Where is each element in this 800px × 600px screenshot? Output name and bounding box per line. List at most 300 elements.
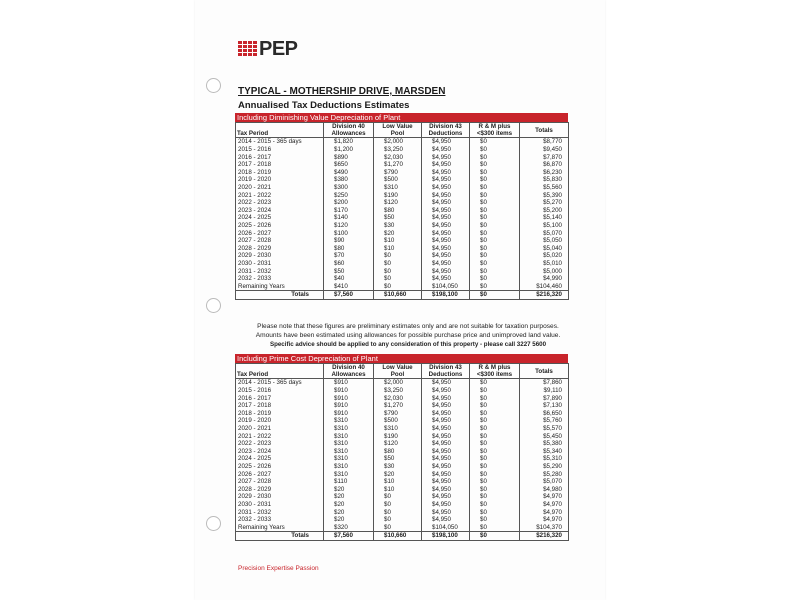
table-row: [236, 509, 569, 517]
table-cell: $0: [470, 455, 520, 463]
table-cell: $20: [324, 516, 374, 524]
table-row: [236, 493, 569, 501]
table-row: [236, 252, 569, 260]
table-cell: $120: [324, 222, 374, 230]
table-cell: $4,950: [422, 516, 470, 524]
table-cell: $0: [470, 440, 520, 448]
table-cell: $0: [470, 379, 520, 387]
table-row: [236, 417, 569, 425]
table-cell: $7,560: [324, 291, 374, 300]
table-cell: $30: [374, 222, 422, 230]
table-cell: $80: [324, 245, 374, 253]
table-row: [236, 486, 569, 494]
disclaimer-notes: [238, 322, 578, 349]
table-cell: $0: [374, 509, 422, 517]
table-cell: $10: [374, 478, 422, 486]
tax-period-cell: 2015 - 2016: [236, 387, 324, 395]
table-row: [236, 169, 569, 177]
tax-period-cell: 2019 - 2020: [236, 417, 324, 425]
table-cell: $4,950: [422, 402, 470, 410]
table-cell: $0: [470, 448, 520, 456]
table-cell: $9,110: [520, 387, 569, 395]
table-row: [236, 402, 569, 410]
table-cell: $70: [324, 252, 374, 260]
table-row: [236, 471, 569, 479]
table-cell: $80: [374, 207, 422, 215]
table-row: [236, 230, 569, 238]
table-cell: $310: [324, 463, 374, 471]
table-cell: $5,380: [520, 440, 569, 448]
table-cell: $5,070: [520, 230, 569, 238]
table-row: [236, 268, 569, 276]
tax-period-cell: 2021 - 2022: [236, 433, 324, 441]
tax-period-cell: 2017 - 2018: [236, 402, 324, 410]
table-cell: $20: [324, 501, 374, 509]
table-cell: $4,950: [422, 169, 470, 177]
table-cell: $20: [374, 230, 422, 238]
table-cell: $2,030: [374, 395, 422, 403]
table-cell: $3,250: [374, 387, 422, 395]
table-cell: $0: [374, 493, 422, 501]
totals-row: [236, 532, 569, 541]
table-cell: $4,970: [520, 501, 569, 509]
table-cell: $4,950: [422, 448, 470, 456]
table-cell: $4,950: [422, 425, 470, 433]
table-cell: $7,890: [520, 395, 569, 403]
tax-period-cell: 2026 - 2027: [236, 230, 324, 238]
table-cell: $0: [374, 524, 422, 532]
column-header: R & M plus <$300 items: [470, 123, 520, 138]
table-cell: $2,030: [374, 154, 422, 162]
note-line: Amounts have been estimated using allowances for possible purchase price and unimproved land value.: [255, 332, 561, 339]
table-row: [236, 199, 569, 207]
note-line: Please note that these figures are preliminary estimates only and are not suitable for taxation purposes.: [257, 323, 559, 330]
tax-period-cell: 2032 - 2033: [236, 516, 324, 524]
table-cell: $0: [470, 425, 520, 433]
punch-hole: [206, 516, 221, 531]
punch-hole: [206, 298, 221, 313]
table-cell: $4,950: [422, 146, 470, 154]
table-cell: $380: [324, 176, 374, 184]
table-cell: $310: [324, 471, 374, 479]
table-cell: $90: [324, 237, 374, 245]
table-cell: $0: [470, 199, 520, 207]
table-cell: $4,950: [422, 199, 470, 207]
table-row: [236, 138, 569, 146]
table-cell: $4,950: [422, 154, 470, 162]
table-cell: $5,270: [520, 199, 569, 207]
table-cell: $0: [470, 169, 520, 177]
table-cell: $490: [324, 169, 374, 177]
table-cell: $9,450: [520, 146, 569, 154]
table-cell: $0: [470, 154, 520, 162]
table-row: [236, 207, 569, 215]
table-row: [236, 516, 569, 524]
table-row: [236, 433, 569, 441]
table-cell: $170: [324, 207, 374, 215]
punch-hole: [206, 78, 221, 93]
table-cell: $4,950: [422, 379, 470, 387]
table-cell: $0: [470, 176, 520, 184]
table-cell: $0: [470, 532, 520, 541]
table-cell: $6,230: [520, 169, 569, 177]
table-cell: $5,450: [520, 433, 569, 441]
table-cell: $0: [374, 275, 422, 283]
tax-period-cell: 2022 - 2023: [236, 199, 324, 207]
table-cell: $4,950: [422, 161, 470, 169]
table-cell: $5,070: [520, 478, 569, 486]
table-cell: $10: [374, 237, 422, 245]
table-cell: $0: [470, 395, 520, 403]
table-row: [236, 192, 569, 200]
table-cell: $0: [470, 214, 520, 222]
table-cell: $5,310: [520, 455, 569, 463]
table-cell: $1,200: [324, 146, 374, 154]
table-row: [236, 275, 569, 283]
table-row: [236, 260, 569, 268]
table-cell: $910: [324, 379, 374, 387]
table-cell: $4,970: [520, 509, 569, 517]
tax-period-cell: 2025 - 2026: [236, 222, 324, 230]
tax-period-cell: 2022 - 2023: [236, 440, 324, 448]
table-cell: $500: [374, 176, 422, 184]
table-cell: $20: [324, 509, 374, 517]
table-cell: $0: [470, 410, 520, 418]
table-cell: $890: [324, 154, 374, 162]
table-cell: $20: [374, 471, 422, 479]
table-cell: $0: [470, 252, 520, 260]
table-cell: $910: [324, 402, 374, 410]
table-cell: $5,200: [520, 207, 569, 215]
table-cell: $4,970: [520, 516, 569, 524]
table-row: [236, 245, 569, 253]
tax-period-cell: 2020 - 2021: [236, 184, 324, 192]
table-cell: $4,950: [422, 387, 470, 395]
table-cell: $198,100: [422, 291, 470, 300]
table-cell: $4,950: [422, 275, 470, 283]
table-row: [236, 440, 569, 448]
table-cell: $0: [374, 501, 422, 509]
tax-period-cell: 2030 - 2031: [236, 260, 324, 268]
table-cell: $1,820: [324, 138, 374, 146]
table-cell: $20: [324, 493, 374, 501]
table-cell: $300: [324, 184, 374, 192]
table-cell: $7,870: [520, 154, 569, 162]
table-cell: $7,560: [324, 532, 374, 541]
table-cell: $4,950: [422, 222, 470, 230]
table-row: [236, 222, 569, 230]
table-cell: $0: [470, 275, 520, 283]
table-row: [236, 161, 569, 169]
table-cell: $4,950: [422, 268, 470, 276]
table-cell: $0: [470, 268, 520, 276]
table-cell: $4,950: [422, 192, 470, 200]
tax-period-cell: 2029 - 2030: [236, 493, 324, 501]
table-cell: $0: [470, 516, 520, 524]
table-cell: $10: [374, 245, 422, 253]
table-cell: $4,950: [422, 501, 470, 509]
table-cell: $0: [470, 207, 520, 215]
table-cell: $4,950: [422, 260, 470, 268]
tax-period-cell: 2020 - 2021: [236, 425, 324, 433]
prime-cost-table: [235, 354, 568, 541]
table-cell: $0: [374, 252, 422, 260]
totals-row: [236, 291, 569, 300]
table-row: [236, 214, 569, 222]
table-cell: $104,050: [422, 524, 470, 532]
table-cell: $120: [374, 440, 422, 448]
table-cell: $216,320: [520, 291, 569, 300]
tax-period-cell: Remaining Years: [236, 524, 324, 532]
table-cell: $40: [324, 275, 374, 283]
table-cell: $10,660: [374, 291, 422, 300]
column-header: Tax Period: [236, 123, 324, 138]
column-header: Totals: [520, 123, 569, 138]
note-line-bold: Specific advice should be applied to any consideration of this property - please call 3227 5600: [269, 341, 547, 348]
tax-period-cell: 2016 - 2017: [236, 395, 324, 403]
table-row: [236, 283, 569, 291]
table-cell: $10,660: [374, 532, 422, 541]
table-cell: $50: [374, 455, 422, 463]
table-cell: $0: [374, 260, 422, 268]
table-cell: $4,950: [422, 237, 470, 245]
table-body: [236, 138, 569, 291]
totals-label: Totals: [236, 291, 324, 300]
table-cell: $4,980: [520, 486, 569, 494]
pep-logo: [238, 38, 298, 61]
table-cell: $0: [374, 283, 422, 291]
table-cell: $0: [470, 478, 520, 486]
table-row: [236, 478, 569, 486]
table-cell: $4,950: [422, 440, 470, 448]
table-cell: $4,950: [422, 493, 470, 501]
table-cell: $310: [324, 433, 374, 441]
tax-period-cell: 2018 - 2019: [236, 410, 324, 418]
table-row: [236, 387, 569, 395]
table-cell: $190: [374, 433, 422, 441]
table-cell: $0: [374, 268, 422, 276]
table-cell: $0: [470, 387, 520, 395]
table-cell: $100: [324, 230, 374, 238]
table-cell: $5,570: [520, 425, 569, 433]
tax-period-cell: 2031 - 2032: [236, 509, 324, 517]
table-cell: $4,950: [422, 214, 470, 222]
table-cell: $5,010: [520, 260, 569, 268]
table-cell: $104,460: [520, 283, 569, 291]
table-cell: $0: [470, 138, 520, 146]
table-cell: $4,970: [520, 493, 569, 501]
table-cell: $4,950: [422, 478, 470, 486]
table-body: [236, 379, 569, 532]
table-cell: $110: [324, 478, 374, 486]
column-header: Division 43 Deductions: [422, 123, 470, 138]
table-cell: $4,950: [422, 463, 470, 471]
footer-tagline: Precision Expertise Passion: [238, 565, 319, 572]
tax-period-cell: 2026 - 2027: [236, 471, 324, 479]
table-heading: Including Prime Cost Depreciation of Plant: [235, 354, 568, 363]
table-cell: $0: [470, 509, 520, 517]
table-cell: $310: [324, 448, 374, 456]
table-cell: $0: [374, 516, 422, 524]
table-cell: $2,000: [374, 138, 422, 146]
column-header: R & M plus <$300 items: [470, 364, 520, 379]
table-cell: $0: [470, 222, 520, 230]
table-cell: $310: [374, 425, 422, 433]
table-row: [236, 425, 569, 433]
table-cell: $5,000: [520, 268, 569, 276]
table-cell: $6,870: [520, 161, 569, 169]
tax-period-cell: 2024 - 2025: [236, 455, 324, 463]
table-row: [236, 176, 569, 184]
table-cell: $6,650: [520, 410, 569, 418]
table-cell: $1,270: [374, 161, 422, 169]
table-cell: $0: [470, 463, 520, 471]
tax-period-cell: 2017 - 2018: [236, 161, 324, 169]
table-cell: $4,950: [422, 455, 470, 463]
totals-label: Totals: [236, 532, 324, 541]
table-cell: $5,140: [520, 214, 569, 222]
table-cell: $4,950: [422, 433, 470, 441]
table-cell: $104,370: [520, 524, 569, 532]
table-cell: $4,950: [422, 176, 470, 184]
table-row: [236, 448, 569, 456]
table-cell: $910: [324, 387, 374, 395]
table-cell: $4,950: [422, 417, 470, 425]
tax-period-cell: 2023 - 2024: [236, 207, 324, 215]
tax-period-cell: 2024 - 2025: [236, 214, 324, 222]
table-cell: $0: [470, 493, 520, 501]
tax-period-cell: 2028 - 2029: [236, 245, 324, 253]
table-cell: $4,950: [422, 471, 470, 479]
tax-period-cell: 2025 - 2026: [236, 463, 324, 471]
table-cell: $2,000: [374, 379, 422, 387]
table-cell: $0: [470, 184, 520, 192]
table-cell: $0: [470, 230, 520, 238]
table-cell: $8,770: [520, 138, 569, 146]
table-cell: $250: [324, 192, 374, 200]
table-cell: $0: [470, 245, 520, 253]
column-header: Tax Period: [236, 364, 324, 379]
table-cell: $500: [374, 417, 422, 425]
table-cell: $0: [470, 192, 520, 200]
tax-period-cell: 2016 - 2017: [236, 154, 324, 162]
pep-logo-icon: [238, 41, 257, 58]
table-cell: $4,950: [422, 230, 470, 238]
table-row: [236, 237, 569, 245]
table-cell: $216,320: [520, 532, 569, 541]
table-cell: $310: [324, 425, 374, 433]
table-cell: $5,280: [520, 471, 569, 479]
table-heading: Including Diminishing Value Depreciation of Plant: [235, 113, 568, 122]
table-cell: $310: [324, 440, 374, 448]
table-cell: $4,950: [422, 395, 470, 403]
table-cell: $10: [374, 486, 422, 494]
table-cell: $0: [470, 260, 520, 268]
table-cell: $50: [324, 268, 374, 276]
table-cell: $3,250: [374, 146, 422, 154]
table-cell: $310: [324, 417, 374, 425]
table-cell: $410: [324, 283, 374, 291]
table-cell: $104,050: [422, 283, 470, 291]
table-cell: $5,050: [520, 237, 569, 245]
tax-period-cell: 2030 - 2031: [236, 501, 324, 509]
table-cell: $4,950: [422, 252, 470, 260]
table-row: [236, 501, 569, 509]
table-cell: $5,560: [520, 184, 569, 192]
table-cell: $140: [324, 214, 374, 222]
diminishing-value-table: [235, 113, 568, 300]
table-cell: $4,950: [422, 410, 470, 418]
tax-period-cell: 2027 - 2028: [236, 237, 324, 245]
tax-period-cell: 2021 - 2022: [236, 192, 324, 200]
table-cell: $50: [374, 214, 422, 222]
tax-period-cell: 2015 - 2016: [236, 146, 324, 154]
table-cell: $0: [470, 417, 520, 425]
tax-period-cell: 2014 - 2015 - 365 days: [236, 138, 324, 146]
column-header: Low Value Pool: [374, 364, 422, 379]
logo-text: PEP: [259, 38, 298, 60]
table-cell: $650: [324, 161, 374, 169]
table-cell: $120: [374, 199, 422, 207]
tax-period-cell: 2031 - 2032: [236, 268, 324, 276]
table-cell: $0: [470, 283, 520, 291]
table-cell: $200: [324, 199, 374, 207]
table-cell: $320: [324, 524, 374, 532]
table-cell: $4,950: [422, 245, 470, 253]
table-cell: $5,340: [520, 448, 569, 456]
tax-period-cell: Remaining Years: [236, 283, 324, 291]
table-cell: $4,950: [422, 509, 470, 517]
table-cell: $80: [374, 448, 422, 456]
table-row: [236, 524, 569, 532]
table-cell: $790: [374, 410, 422, 418]
table-cell: $5,040: [520, 245, 569, 253]
column-header: Division 43 Deductions: [422, 364, 470, 379]
column-header: Totals: [520, 364, 569, 379]
tax-period-cell: 2019 - 2020: [236, 176, 324, 184]
document-subtitle: Annualised Tax Deductions Estimates: [238, 100, 410, 111]
tax-period-cell: 2014 - 2015 - 365 days: [236, 379, 324, 387]
table-cell: $0: [470, 237, 520, 245]
tax-period-cell: 2023 - 2024: [236, 448, 324, 456]
table-cell: $0: [470, 471, 520, 479]
table-cell: $0: [470, 291, 520, 300]
tax-period-cell: 2028 - 2029: [236, 486, 324, 494]
table-cell: $7,860: [520, 379, 569, 387]
table-cell: $4,950: [422, 184, 470, 192]
table-cell: $5,390: [520, 192, 569, 200]
table-row: [236, 455, 569, 463]
table-cell: $190: [374, 192, 422, 200]
table-cell: $5,290: [520, 463, 569, 471]
table-cell: $7,130: [520, 402, 569, 410]
tax-period-cell: 2027 - 2028: [236, 478, 324, 486]
column-header: Low Value Pool: [374, 123, 422, 138]
table-row: [236, 463, 569, 471]
table-cell: $0: [470, 402, 520, 410]
table-cell: $4,950: [422, 207, 470, 215]
table-cell: $5,830: [520, 176, 569, 184]
table-cell: $0: [470, 486, 520, 494]
table-cell: $4,990: [520, 275, 569, 283]
table-cell: $30: [374, 463, 422, 471]
table-row: [236, 146, 569, 154]
column-header: Division 40 Allowances: [324, 364, 374, 379]
table-cell: $60: [324, 260, 374, 268]
table-cell: $5,020: [520, 252, 569, 260]
table-row: [236, 154, 569, 162]
table-row: [236, 379, 569, 387]
